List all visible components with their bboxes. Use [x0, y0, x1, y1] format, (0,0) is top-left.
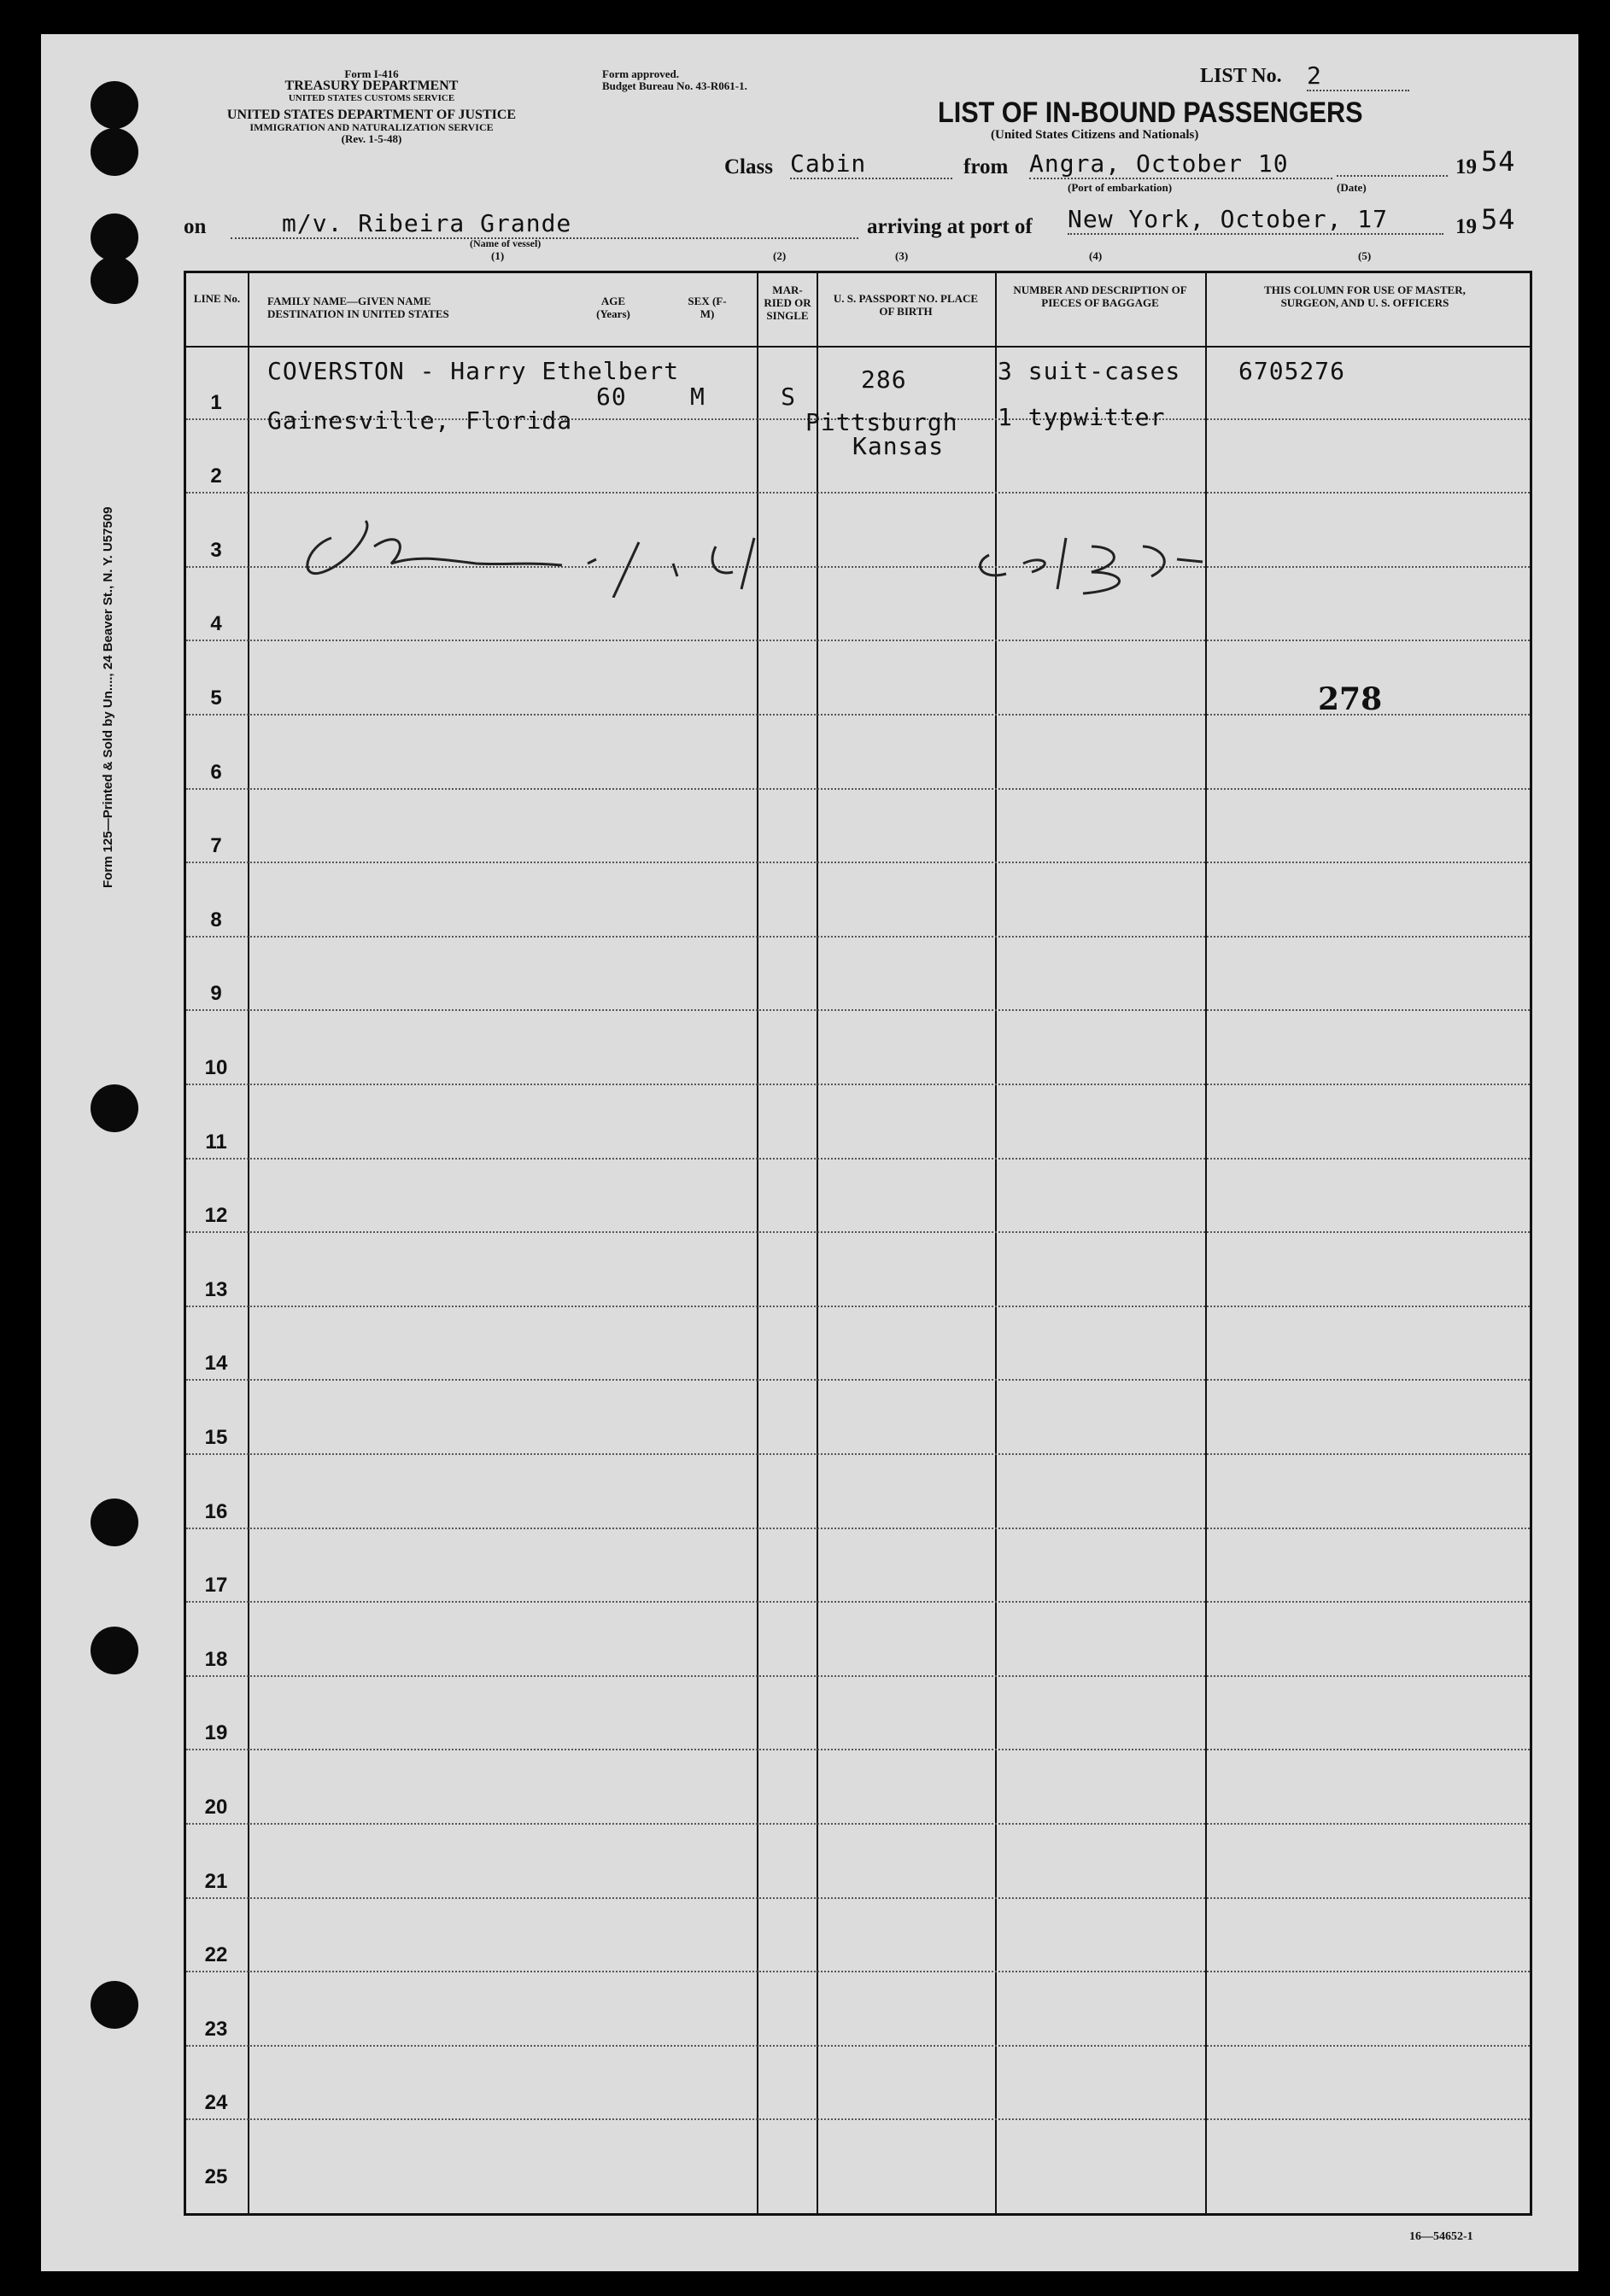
page-title: LIST OF IN-BOUND PASSENGERS [938, 96, 1363, 129]
table-row-line [186, 1084, 1530, 1085]
entry-birth-state: Kansas [852, 432, 945, 460]
line-number: 1 [210, 390, 222, 414]
stamp-number: 278 [1318, 681, 1383, 717]
form-number: Form I-416 [344, 67, 399, 80]
entry-sex: M [690, 383, 705, 411]
table-row-line [186, 492, 1530, 494]
table-row-line [186, 1897, 1530, 1899]
table-row-line [186, 862, 1530, 863]
col-number-1: (1) [491, 249, 505, 262]
punch-hole [91, 1499, 138, 1546]
punch-hole [91, 1627, 138, 1674]
table-row-line [186, 936, 1530, 938]
punch-hole [91, 213, 138, 261]
side-print: Form 125—Printed & Sold by Un...., 24 Beaver St., N. Y. U57509 [101, 506, 115, 888]
list-no-value: 2 [1307, 61, 1409, 91]
col-number-4: (4) [1089, 249, 1103, 262]
entry-baggage-1: 3 suit-cases [998, 357, 1181, 385]
col-head-married: MAR-RIED OR SINGLE [764, 283, 811, 322]
col-head-age: AGE (Years) [596, 295, 630, 320]
table-row-line [186, 1601, 1530, 1603]
table-row-line [186, 1823, 1530, 1825]
table-row-line [186, 1231, 1530, 1233]
ins-name: IMMIGRATION AND NATURALIZATION SERVICE [249, 121, 494, 133]
footer-code: 16—54652-1 [1409, 2230, 1473, 2243]
col-divider [248, 273, 249, 2213]
doj-name: UNITED STATES DEPARTMENT OF JUSTICE [226, 108, 517, 122]
date-caption: (Date) [1337, 181, 1367, 194]
embark-caption: (Port of embarkation) [1068, 181, 1173, 194]
budget-bureau: Budget Bureau No. 43-R061-1. [602, 79, 747, 92]
line-number: 7 [210, 834, 222, 858]
table-row-line [186, 1675, 1530, 1677]
arriving-value: New York, October, 17 [1068, 205, 1443, 235]
line-number: 24 [204, 2091, 228, 2115]
vessel-caption: (Name of vessel) [470, 237, 542, 249]
col-head-passport: U. S. PASSPORT NO. PLACE OF BIRTH [833, 292, 979, 318]
table-row-line [186, 1528, 1530, 1529]
line-number: 6 [210, 760, 222, 784]
entry-officer-note: 6705276 [1238, 357, 1346, 385]
entry-birth-city: Pittsburgh [805, 408, 958, 436]
line-number: 10 [204, 1056, 228, 1079]
table-row-line [186, 1306, 1530, 1307]
punch-hole [91, 256, 138, 304]
class-value: Cabin [790, 149, 952, 179]
line-number: 25 [204, 2165, 228, 2188]
year-value-2: 54 [1481, 203, 1516, 236]
col-number-3: (3) [895, 249, 909, 262]
entry-destination: Gainesville, Florida [267, 406, 573, 435]
dept-name: TREASURY DEPARTMENT [284, 79, 459, 93]
signature-scrawl [272, 512, 1416, 598]
punch-hole [91, 1084, 138, 1132]
arriving-label: arriving at port of [867, 215, 1033, 238]
line-number: 12 [204, 1204, 228, 1228]
col-head-line-no: LINE No. [193, 292, 241, 305]
from-label: from [963, 155, 1009, 178]
table-row-line [186, 1749, 1530, 1750]
line-number: 9 [210, 982, 222, 1006]
entry-baggage-2: 1 typwitter [998, 403, 1166, 431]
col-number-2: (2) [773, 249, 787, 262]
line-number: 16 [204, 1499, 228, 1523]
form-approved: Form approved. [602, 67, 680, 80]
date-blank [1337, 149, 1448, 177]
vessel-value: m/v. Ribeira Grande [231, 209, 858, 239]
year-prefix-1: 19 [1455, 155, 1477, 178]
table-row-line [186, 1009, 1530, 1011]
list-no-label: LIST No. [1200, 65, 1282, 87]
col-head-destination-label: DESTINATION IN UNITED STATES [267, 307, 449, 320]
entry-age: 60 [596, 383, 627, 411]
col-head-baggage: NUMBER AND DESCRIPTION OF PIECES OF BAGGAGE [1013, 283, 1187, 309]
table-row-line [186, 2045, 1530, 2047]
line-number: 21 [204, 1869, 228, 1893]
service-name: UNITED STATES CUSTOMS SERVICE [288, 93, 455, 103]
line-number: 20 [204, 1796, 228, 1819]
entry-name: COVERSTON - Harry Ethelbert [267, 357, 680, 385]
table-row-line [186, 1158, 1530, 1160]
entry-passport: 286 [861, 365, 907, 394]
on-label: on [184, 215, 207, 238]
table-row-line [186, 1379, 1530, 1381]
col-head-sex: SEX (F-M) [688, 295, 727, 320]
page-subtitle: (United States Citizens and Nationals) [991, 128, 1199, 142]
passenger-table [184, 271, 1532, 2216]
class-label: Class [724, 155, 773, 178]
table-row-line [186, 640, 1530, 641]
approval-block [602, 68, 747, 92]
line-number: 14 [204, 1352, 228, 1376]
table-row-line [186, 1453, 1530, 1455]
rev-date: (Rev. 1-5-48) [341, 132, 402, 145]
header-divider [186, 346, 1530, 348]
line-number: 3 [210, 538, 222, 562]
punch-hole [91, 1981, 138, 2029]
year-prefix-2: 19 [1455, 215, 1477, 238]
line-number: 8 [210, 908, 222, 932]
line-number: 23 [204, 2017, 228, 2041]
col-head-name-label: FAMILY NAME—GIVEN NAME [267, 295, 431, 307]
line-number: 19 [204, 1721, 228, 1745]
year-value-1: 54 [1481, 145, 1516, 178]
col-head-name [267, 295, 449, 320]
line-number: 11 [205, 1130, 227, 1154]
table-row-line [186, 2118, 1530, 2120]
col-head-officers: THIS COLUMN FOR USE OF MASTER, SURGEON, AND U. S. OFFICERS [1264, 283, 1466, 309]
line-number: 4 [210, 612, 222, 636]
line-number: 13 [204, 1277, 228, 1301]
line-number: 22 [204, 1943, 228, 1967]
from-value: Angra, October 10 [1029, 149, 1332, 179]
line-number: 18 [204, 1647, 228, 1671]
line-number: 5 [210, 686, 222, 710]
line-number: 17 [204, 1574, 228, 1598]
table-row-line [186, 1971, 1530, 1972]
punch-hole [91, 128, 138, 176]
line-number: 2 [210, 464, 222, 488]
entry-marital: S [781, 383, 796, 411]
punch-hole [91, 81, 138, 129]
col-number-5: (5) [1358, 249, 1372, 262]
line-number: 15 [204, 1426, 228, 1449]
table-row-line [186, 788, 1530, 790]
header-left-block [184, 68, 559, 145]
